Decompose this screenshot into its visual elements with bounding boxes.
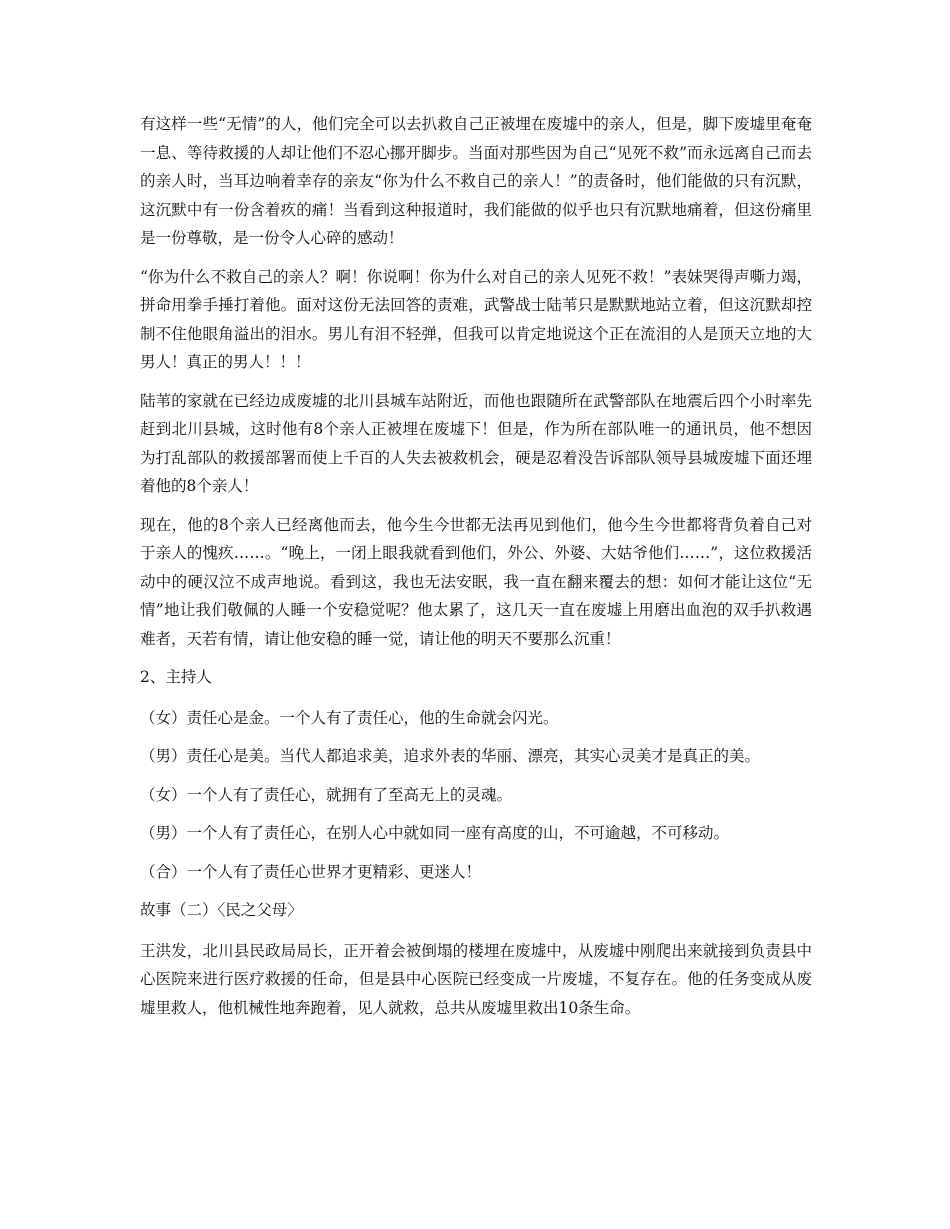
paragraph-lost-relatives: 现在，他的8个亲人已经离他而去，他今生今世都无法再见到他们，他今生今世都将背负着自己对于亲人的愧疚……。“晚上，一闭上眼我就看到他们，外公、外婆、大姑爷他们……”，这位救援活动中的硬汉泣不成声地说。看到这，我也无法安眠，我一直在翻来覆去的想：如何才能让这位“无情”地让我们敬佩的人睡一个安稳觉呢？他太累了，这几天一直在废墟上用磨出血泡的双手扒救遇难者，天若有情，请让他安稳的睡一觉，请让他的明天不要那么沉重！	[140, 515, 812, 648]
section-heading-host: 2、主持人	[140, 668, 212, 686]
host-line-female-1: （女）责任心是金。一个人有了责任心，他的生命就会闪光。	[140, 708, 559, 727]
paragraph-cousin-question: “你为什么不救自己的亲人？啊！你说啊！你为什么对自己的亲人见死不救！”表妹哭得声嘶力竭，拼命用拳手捶打着他。面对这份无法回答的责难，武警战士陆苇只是默默地站立着，但这沉默却控制不住他眼角溢出的泪水。男儿有泪不轻弹，但我可以肯定地说这个正在流泪的人是顶天立地的大男人！真正的男人！！！	[140, 267, 812, 371]
host-line-together: （合）一个人有了责任心世界才更精彩、更迷人！	[140, 862, 482, 881]
host-line-male-1: （男）责任心是美。当代人都追求美，追求外表的华丽、漂亮，其实心灵美才是真正的美。	[140, 747, 761, 765]
paragraph-wang-hongfa: 王洪发，北川县民政局局长，正开着会被倒塌的楼埋在废墟中，从废墟中刚爬出来就接到负责县中心医院来进行医疗救援的任命，但是县中心医院已经变成一片废墟，不复存在。他的任务变成从废墟里救人，他机械性地奔跑着，见人就救，总共从废墟里救出10条生命。	[140, 941, 812, 1017]
document-page	[140, 110, 812, 1032]
paragraph-rescue-intro: 有这样一些“无情”的人，他们完全可以去扒救自己正被埋在废墟中的亲人，但是，脚下废墟里奄奄一息、等待救援的人却让他们不忍心挪开脚步。当面对那些因为自己“见死不救”而永远离自己而去的亲人时，当耳边响着幸存的亲友“你为什么不救自己的亲人！”的责备时，他们能做的只有沉默，这沉默中有一份含着疚的痛！当看到这种报道时，我们能做的似乎也只有沉默地痛着，但这份痛里是一份尊敬，是一份令人心碎的感动！	[140, 115, 812, 247]
host-line-male-2: （男）一个人有了责任心，在别人心中就如同一座有高度的山，不可逾越，不可移动。	[140, 824, 730, 842]
host-line-female-2: （女）一个人有了责任心，就拥有了至高无上的灵魂。	[140, 785, 513, 804]
story-two-heading: 故事（二）〈民之父母〉	[140, 901, 303, 919]
paragraph-lu-wei-story: 陆苇的家就在已经边成废墟的北川县城车站附近，而他也跟随所在武警部队在地震后四个小时率先赶到北川县城，这时他有8个亲人正被埋在废墟下！但是，作为所在部队唯一的通讯员，他不想因为打乱部队的救援部署而使上千百的人失去被救机会，硬是忍着没告诉部队领导县城废墟下面还埋着他的8个亲人！	[140, 391, 812, 495]
